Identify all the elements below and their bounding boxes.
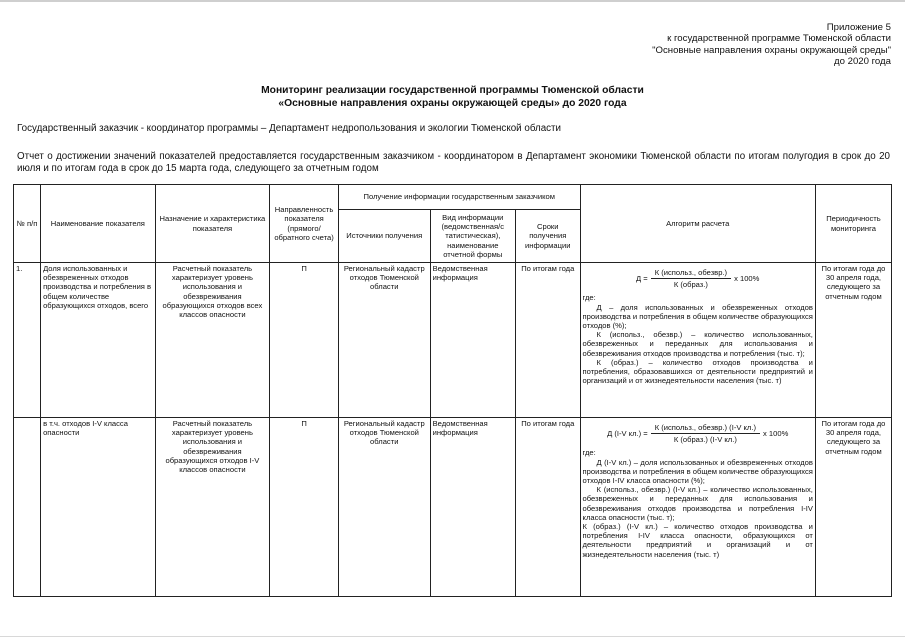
explanation: К (образ.) – количество отходов производства и потребления, образовавшихся от деятельности предприятий и организаций и от жизнедеятельности населения (тыс. т) [582,357,813,386]
title-line: Мониторинг реализации государственной программы Тюменской области [261,85,644,96]
scan-edge-bottom [0,636,905,637]
header-row [14,185,892,210]
monitoring-table [13,184,892,597]
formula-lhs: Д (I-V кл.) = [607,429,648,439]
cell-num [14,418,41,597]
header-info-type: Вид информации (ведомственная/с татистическая), наименование отчетной формы [430,210,515,263]
formula-fraction [651,423,760,444]
formula [583,268,813,289]
header-direction: Направленность показателя (прямого/ обратного счета) [270,185,339,263]
formula-rhs: х 100% [734,274,760,284]
formula-numerator: К (использ., обезвр.) (I-V кл.) [651,423,760,434]
formula [583,423,813,444]
cell-direction: П [270,263,339,418]
explanation: Д – доля использованных и обезвреженных отходов производства и потребления в общем количестве образующихся отходов (%); [582,302,813,331]
where-label: где: [582,293,596,303]
cell-periodicity: По итогам года до 30 апреля года, следующего за отчетным годом [815,418,891,597]
explanation: Д (I-V кл.) – доля использованных и обезвреженных отходов производства и потребления в общем количестве образующихся отходов I-IV класса опасности (%); [582,457,813,486]
header-algorithm: Алгоритм расчета [580,185,815,263]
table-row [14,263,892,418]
header-name: Наименование показателя [41,185,156,263]
cell-num: 1. [14,263,41,418]
header-terms: Сроки получения информации [515,210,580,263]
explanation: К (использ., обезвр.) (I-V кл.) – количество использованных, обезвреженных и переданных для использования и обезвреживания отходов производства и потребления I-IV класса опасности (тыс. т); [582,485,813,522]
appendix-block [652,22,891,68]
explanation: К (использ., обезвр.) – количество использованных, обезвреженных и переданных для использования и обезвреживания отходов производства и потребления (тыс. т); [582,330,813,358]
cell-direction: П [270,418,339,597]
document-title [0,85,905,110]
scan-edge-top [0,0,905,2]
header-num: № п/п [14,185,41,263]
formula-denominator: К (образ.) (I-V кл.) [673,435,737,445]
header-purpose: Назначение и характеристика показателя [155,185,270,263]
appendix-line: Приложение 5 [826,22,891,33]
formula-denominator: К (образ.) [673,280,708,290]
header-sources: Источники получения [338,210,430,263]
cell-source: Региональный кадастр отходов Тюменской области [338,418,430,597]
formula-numerator: К (использ., обезвр.) [651,268,731,279]
formula-fraction [651,268,731,289]
appendix-line: к государственной программе Тюменской области [667,33,891,45]
cell-purpose: Расчетный показатель характеризует уровень использования и обезвреживания образующихся отходов всех классов опасности [155,263,270,418]
cell-info-type: Ведомственная информация [430,263,515,418]
appendix-line: "Основные направления охраны окружающей среды" [652,44,891,56]
title-line: «Основные направления охраны окружающей среды» до 2020 года [278,97,627,109]
cell-name: Доля использованных и обезвреженных отходов производства и потребления в общем количестве образующихся отходов, всего [41,263,156,418]
header-periodicity: Периодичность мониторинга [815,185,891,263]
customer-line: Государственный заказчик - координатор программы – Департамент недропользования и экологии Тюменской области [17,123,562,134]
cell-terms: По итогам года [515,263,580,418]
cell-info-type: Ведомственная информация [430,418,515,597]
appendix-line: до 2020 года [834,56,891,68]
cell-purpose: Расчетный показатель характеризует уровень использования и обезвреживания образующихся отходов I-V классов опасности [155,418,270,597]
cell-algorithm [580,418,815,597]
explanation: К (образ.) (I-V кл.) – количество отходов производства и потребления I-IV класса опасности, образующихся от деятельности предприятий и организаций и от жизнедеятельности населения (тыс. т) [582,522,813,559]
report-paragraph: Отчет о достижении значений показателей предоставляется государственным заказчиком - координатором в Департамент экономики Тюменской области по итогам полугодия в срок до 20 июля и по итогам года в срок до 15 марта года, следующего за отчетным годом [17,151,890,175]
cell-algorithm [580,263,815,418]
cell-periodicity: По итогам года до 30 апреля года, следующего за отчетным годом [815,263,891,418]
where-label: где: [582,448,596,458]
header-info-group: Получение информации государственным заказчиком [338,185,580,210]
cell-name: в т.ч. отходов I-V класса опасности [41,418,156,597]
formula-rhs: х 100% [763,429,789,439]
table-row [14,418,892,597]
cell-terms: По итогам года [515,418,580,597]
formula-lhs: Д = [636,274,648,284]
cell-source: Региональный кадастр отходов Тюменской области [338,263,430,418]
